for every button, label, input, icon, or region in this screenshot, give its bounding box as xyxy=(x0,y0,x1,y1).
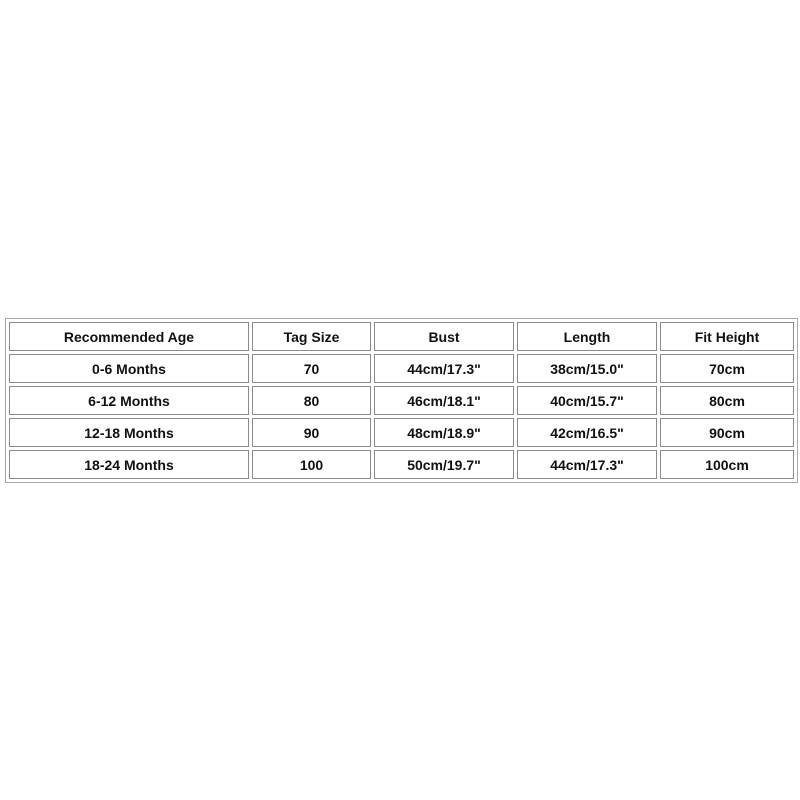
cell-bust: 44cm/17.3" xyxy=(374,354,514,383)
table-row xyxy=(9,354,794,383)
cell-age: 0-6 Months xyxy=(9,354,249,383)
size-chart xyxy=(5,318,798,483)
cell-fit-height: 100cm xyxy=(660,450,794,479)
header-length: Length xyxy=(517,322,657,351)
cell-age: 18-24 Months xyxy=(9,450,249,479)
cell-bust: 48cm/18.9" xyxy=(374,418,514,447)
table-row xyxy=(9,450,794,479)
header-fit-height: Fit Height xyxy=(660,322,794,351)
table-row xyxy=(9,418,794,447)
cell-fit-height: 80cm xyxy=(660,386,794,415)
cell-fit-height: 90cm xyxy=(660,418,794,447)
cell-age: 12-18 Months xyxy=(9,418,249,447)
header-recommended-age: Recommended Age xyxy=(9,322,249,351)
size-chart-table xyxy=(5,318,798,483)
header-bust: Bust xyxy=(374,322,514,351)
cell-bust: 50cm/19.7" xyxy=(374,450,514,479)
cell-tag-size: 100 xyxy=(252,450,371,479)
cell-tag-size: 80 xyxy=(252,386,371,415)
table-header-row xyxy=(9,322,794,351)
header-tag-size: Tag Size xyxy=(252,322,371,351)
cell-tag-size: 70 xyxy=(252,354,371,383)
table-row xyxy=(9,386,794,415)
cell-bust: 46cm/18.1" xyxy=(374,386,514,415)
cell-fit-height: 70cm xyxy=(660,354,794,383)
cell-length: 42cm/16.5" xyxy=(517,418,657,447)
cell-length: 44cm/17.3" xyxy=(517,450,657,479)
cell-length: 38cm/15.0" xyxy=(517,354,657,383)
cell-length: 40cm/15.7" xyxy=(517,386,657,415)
cell-tag-size: 90 xyxy=(252,418,371,447)
cell-age: 6-12 Months xyxy=(9,386,249,415)
